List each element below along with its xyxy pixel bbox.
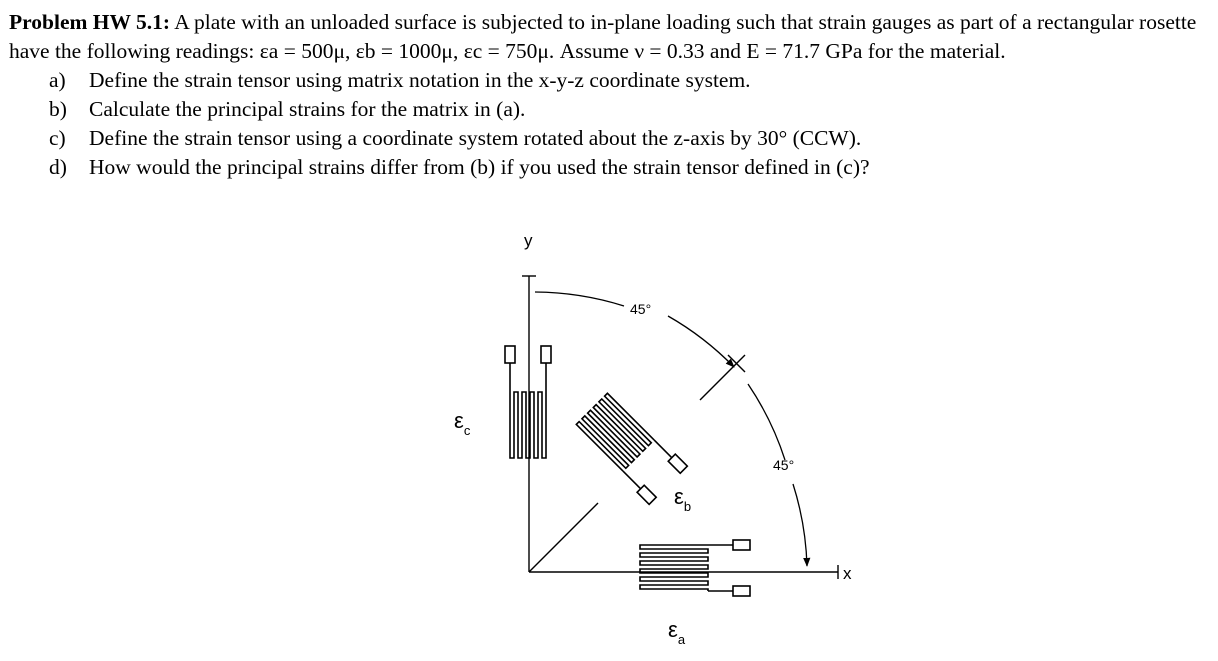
part-b-text: Calculate the principal strains for the matrix in (a). bbox=[89, 97, 526, 121]
problem-statement-part-1: A plate with an unloaded surface is subjected to in-plane loading such that strain gauges as part of a rectangular rosette have the following readings: bbox=[9, 10, 1197, 63]
gauge-a-tab-bottom bbox=[733, 586, 750, 596]
gauge-c-epsilon: ε bbox=[454, 408, 464, 433]
part-a-marker: a) bbox=[49, 68, 66, 92]
diagonal-axis-tick bbox=[728, 355, 745, 372]
part-d-text: How would the principal strains differ from (b) if you used the strain tensor defined in (c)? bbox=[89, 155, 870, 179]
diagonal-axis-upper bbox=[700, 355, 745, 400]
gauge-c-tab-left bbox=[505, 346, 515, 363]
angle-arcs bbox=[535, 292, 807, 566]
reading-c-value: = 750μ. bbox=[482, 39, 560, 63]
gauge-c-label bbox=[454, 408, 471, 438]
reading-c-symbol: εc bbox=[463, 39, 483, 63]
gauge-a-grid bbox=[640, 545, 708, 591]
reading-a-symbol: εa bbox=[259, 39, 279, 63]
problem-title-colon: : bbox=[162, 10, 171, 34]
part-b-marker: b) bbox=[49, 97, 67, 121]
part-a bbox=[9, 66, 1213, 95]
gauge-a-epsilon: ε bbox=[668, 617, 678, 642]
angle-right-label: 45° bbox=[773, 457, 795, 473]
part-c-marker: c) bbox=[49, 126, 66, 150]
gauge-b-tab-bottom bbox=[637, 485, 656, 504]
angle-arc-top-left bbox=[535, 292, 624, 306]
y-axis-label: y bbox=[524, 231, 533, 250]
gauge-b-epsilon: ε bbox=[674, 484, 684, 509]
gauge-b-grid bbox=[576, 393, 654, 471]
angle-top-label: 45° bbox=[630, 301, 652, 317]
gauge-a bbox=[640, 540, 750, 596]
gauge-c-subscript: c bbox=[463, 423, 471, 438]
diagonal-axis-lower bbox=[529, 503, 598, 572]
reading-a-value: = 500μ, bbox=[278, 39, 356, 63]
reading-b-value: = 1000μ, bbox=[375, 39, 464, 63]
gauge-a-tab-top bbox=[733, 540, 750, 550]
gauge-c bbox=[505, 346, 551, 458]
problem-title: Problem HW 5.1 bbox=[9, 10, 163, 34]
problem-statement bbox=[9, 8, 1213, 182]
gauge-c-tab-right bbox=[541, 346, 551, 363]
part-b bbox=[9, 95, 1213, 124]
part-c bbox=[9, 124, 1213, 153]
problem-intro bbox=[9, 8, 1213, 66]
gauge-a-label bbox=[668, 617, 686, 647]
axes bbox=[522, 276, 838, 579]
angle-arc-right-lower bbox=[793, 484, 807, 566]
gauge-b-tab-top bbox=[668, 454, 687, 473]
part-d bbox=[9, 153, 1213, 182]
gauge-b bbox=[573, 390, 688, 505]
part-d-marker: d) bbox=[49, 155, 67, 179]
gauge-a-subscript: a bbox=[677, 632, 686, 647]
gauge-c-grid bbox=[510, 392, 546, 458]
part-a-text: Define the strain tensor using matrix notation in the x-y-z coordinate system. bbox=[89, 68, 751, 92]
angle-arc-top-right bbox=[668, 316, 734, 367]
problem-parts-list bbox=[9, 66, 1213, 182]
gauge-b-label bbox=[674, 484, 691, 514]
part-c-text: Define the strain tensor using a coordinate system rotated about the z-axis by 30° (CCW). bbox=[89, 126, 862, 150]
gauge-b-subscript: b bbox=[683, 499, 692, 514]
x-axis-label: x bbox=[843, 564, 852, 583]
angle-arc-right-upper bbox=[748, 384, 785, 460]
problem-statement-part-2: Assume ν = 0.33 and E = 71.7 GPa for the material. bbox=[559, 39, 1006, 63]
reading-b-symbol: εb bbox=[355, 39, 376, 63]
